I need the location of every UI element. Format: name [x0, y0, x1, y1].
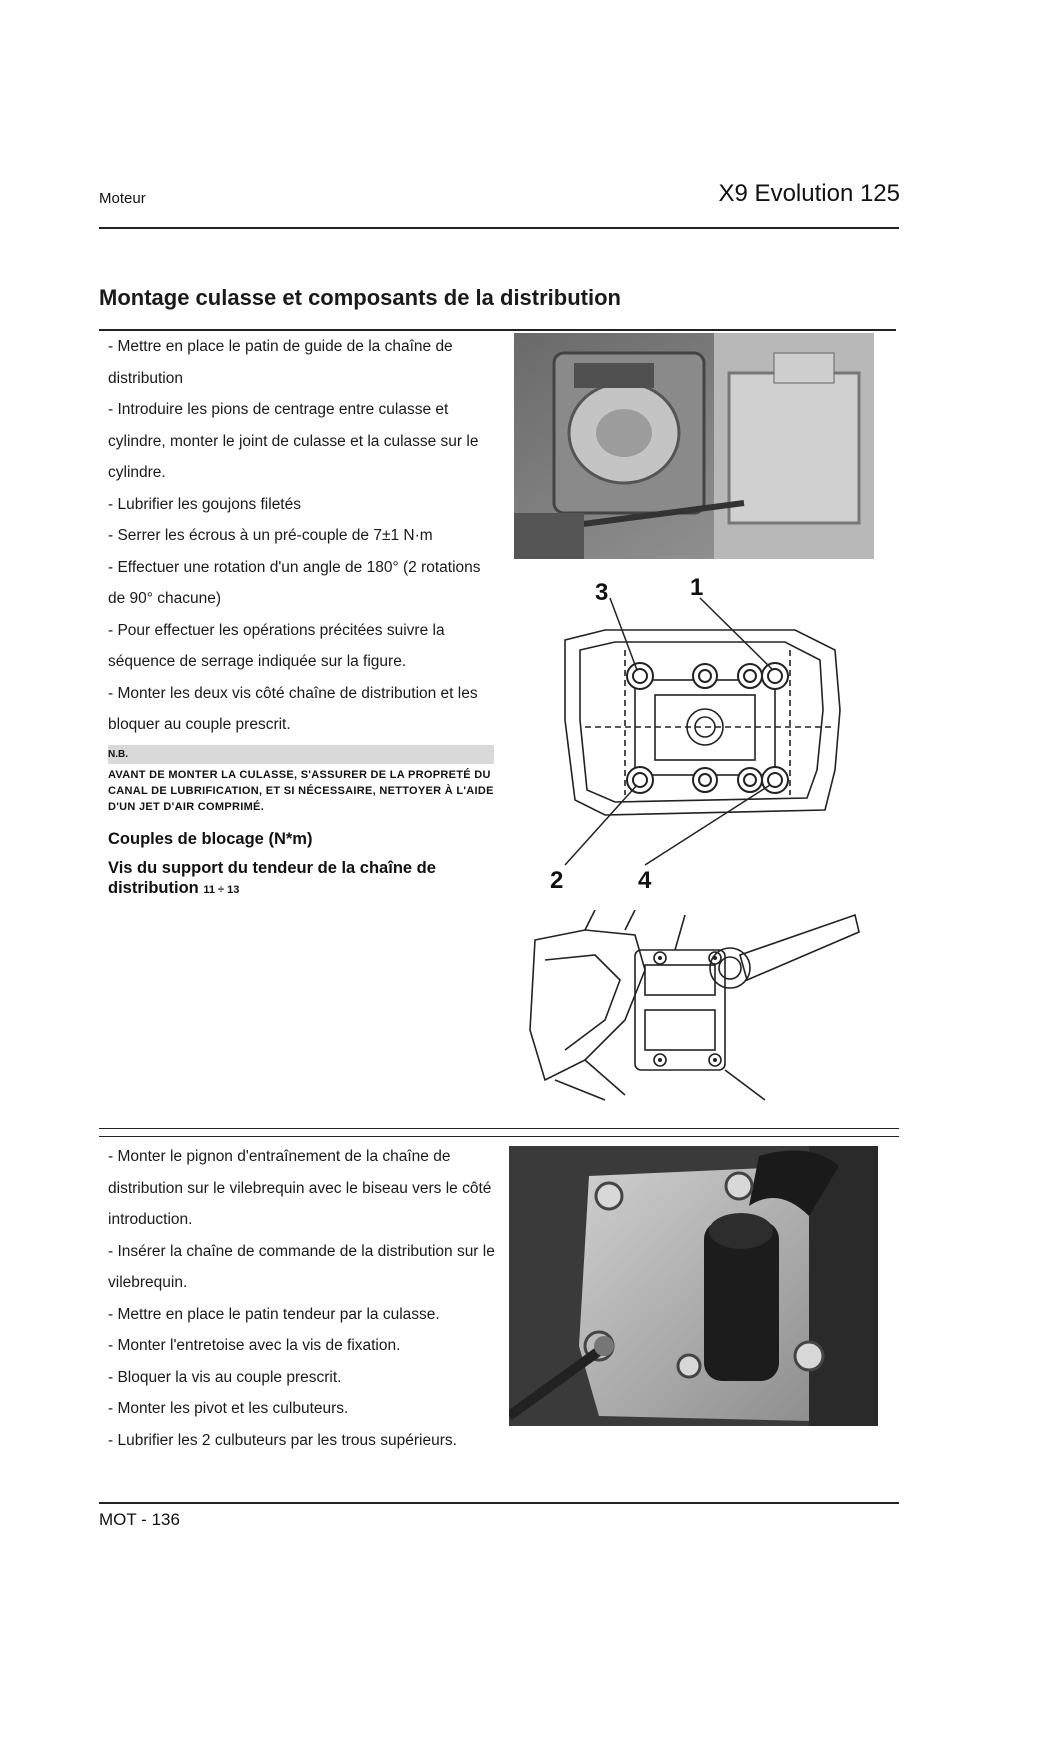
section-title: Montage culasse et composants de la distribution [99, 285, 621, 310]
torque-item-label: Vis du support du tendeur de la chaîne de distribution [108, 859, 436, 897]
tightening-sequence-diagram [545, 570, 855, 890]
torque-title: Couples de blocage (N*m) [108, 830, 313, 848]
nb-text: AVANT DE MONTER LA CULASSE, S'ASSURER DE LA PROPRETÉ DU CANAL DE LUBRIFICATION, ET SI NÉCESSAIRE, NETTOYER À L'AIDE D'UN JET D'AIR COMPRIMÉ. [108, 769, 494, 813]
step-text: - Monter le pignon d'entraînement de la chaîne de distribution sur le vilebrequin avec le biseau vers le côté introduction. [108, 1148, 492, 1228]
figure-label-3: 3 [595, 579, 609, 606]
step-text: - Mettre en place le patin tendeur par la culasse. [108, 1305, 440, 1323]
step-text: - Lubrifier les goujons filetés [108, 495, 301, 513]
step-text: - Monter les deux vis côté chaîne de distribution et les bloquer au couple prescrit. [108, 684, 478, 733]
figure-label-2: 2 [550, 867, 564, 890]
section-divider [99, 1136, 899, 1137]
cylinder-head-photo [514, 333, 874, 559]
step-text: - Monter les pivot et les culbuteurs. [108, 1400, 349, 1417]
section-divider [99, 1128, 899, 1129]
steps-part2 [108, 1141, 498, 1456]
page-number: MOT - 136 [99, 1510, 180, 1529]
footer-rule [99, 1502, 899, 1504]
step-text: - Pour effectuer les opérations précitées suivre la séquence de serrage indiquée sur la figure. [108, 621, 445, 670]
figure-label-4: 4 [638, 867, 652, 890]
step-text: - Mettre en place le patin de guide de la chaîne de distribution [108, 338, 453, 387]
step-text: - Serrer les écrous à un pré-couple de 7±1 N·m [108, 527, 433, 544]
header-model: X9 Evolution 125 [718, 180, 900, 207]
tensioner-photo [509, 1146, 878, 1426]
nb-label: N.B. [108, 745, 494, 764]
torque-item [108, 858, 498, 900]
engine-wrench-drawing [525, 910, 860, 1105]
figure-label-1: 1 [690, 574, 704, 601]
header-section: Moteur [99, 190, 146, 207]
header-rule [99, 227, 899, 229]
step-text: - Bloquer la vis au couple prescrit. [108, 1368, 342, 1386]
steps-part1 [108, 331, 498, 741]
step-text: - Lubrifier les 2 culbuteurs par les trous supérieurs. [108, 1431, 457, 1449]
step-text: - Monter l'entretoise avec la vis de fixation. [108, 1337, 401, 1354]
step-text: - Effectuer une rotation d'un angle de 180° (2 rotations de 90° chacune) [108, 558, 481, 607]
step-text: - Introduire les pions de centrage entre culasse et cylindre, monter le joint de culasse et la culasse sur le cylindre. [108, 401, 479, 481]
torque-item-value: 11 ÷ 13 [203, 884, 240, 896]
step-text: - Insérer la chaîne de commande de la distribution sur le vilebrequin. [108, 1242, 495, 1291]
